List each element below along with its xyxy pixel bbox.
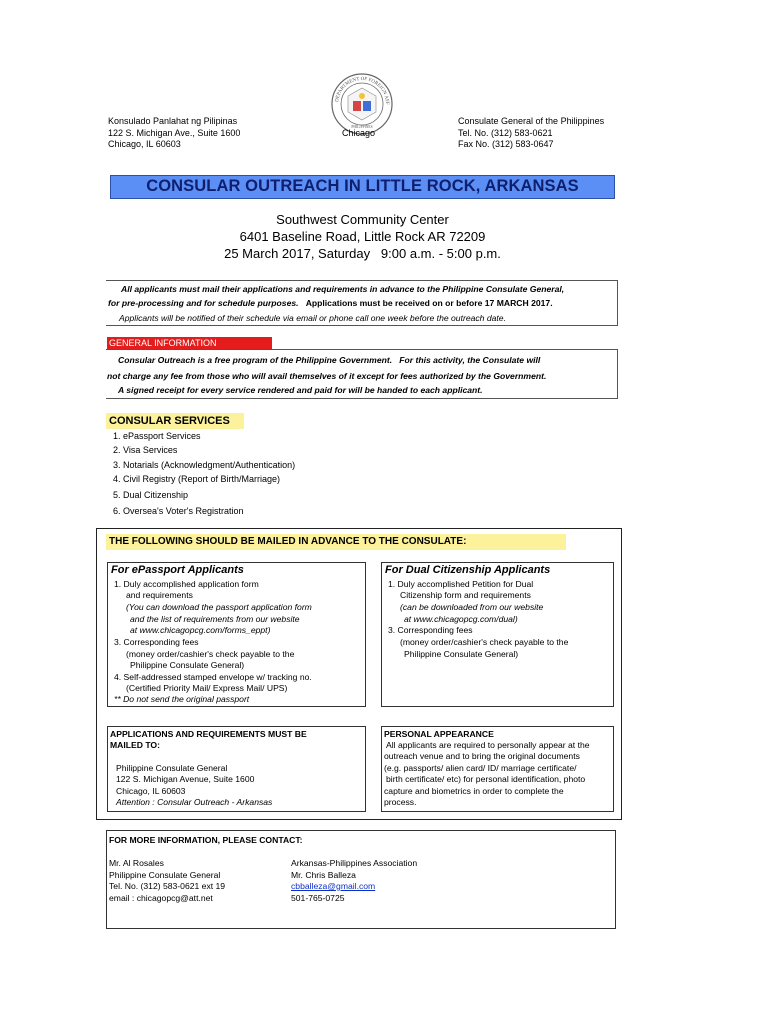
epassport-line: Philippine Consulate General)	[130, 660, 245, 670]
dual-line: Citizenship form and requirements	[400, 590, 531, 600]
general-line: Consular Outreach is a free program of the Philippine Government. For this activity, the Consulate will	[118, 355, 541, 365]
epassport-line: 3. Corresponding fees	[114, 637, 199, 647]
header-left-line: Konsulado Panlahat ng Pilipinas	[108, 116, 238, 126]
svg-text:PHILIPPINES: PHILIPPINES	[351, 125, 373, 129]
dual-heading: For Dual Citizenship Applicants	[385, 564, 551, 576]
contact-left-line: Mr. Al Rosales	[109, 858, 164, 868]
page-title: CONSULAR OUTREACH IN LITTLE ROCK, ARKANSAS	[146, 177, 579, 196]
venue-address: 6401 Baseline Road, Little Rock AR 72209	[239, 229, 486, 244]
general-line: A signed receipt for every service rendered and paid for will be handed to each applicant.	[118, 385, 483, 395]
header-left-line: 122 S. Michigan Ave., Suite 1600	[108, 127, 241, 138]
svg-text:DEPARTMENT OF FOREIGN AFFAIRS: DEPARTMENT OF FOREIGN AFF	[335, 76, 390, 105]
mailing-notice	[106, 280, 618, 326]
epassport-line: and requirements	[126, 590, 193, 600]
header-right-line: Tel. No. (312) 583-0621	[458, 127, 553, 138]
personal-line: outreach venue and to bring the original documents	[384, 751, 580, 761]
notice-line: All applicants must mail their applications and requirements in advance to the Philippine Consulate General,	[121, 284, 565, 294]
title-banner	[110, 175, 615, 199]
contact-info-box	[106, 830, 616, 929]
general-line: not charge any fee from those who will avail themselves of it except for fees authorized by the Government.	[107, 371, 547, 381]
venue-datetime: 25 March 2017, Saturday 9:00 a.m. - 5:00 p.m.	[224, 246, 501, 261]
epassport-line: at www.chicagopcg.com/forms_eppt)	[130, 625, 271, 635]
epassport-requirements-box	[107, 562, 366, 707]
service-item: 2. Visa Services	[113, 445, 178, 455]
epassport-warning: ** Do not send the original passport	[114, 694, 250, 704]
service-item: 5. Dual Citizenship	[113, 490, 189, 500]
personal-line: (e.g. passports/ alien card/ ID/ marriage certificate/	[384, 763, 577, 773]
mailto-heading: APPLICATIONS AND REQUIREMENTS MUST BE	[110, 729, 307, 739]
mailto-attention: Attention : Consular Outreach - Arkansas	[116, 797, 273, 807]
service-item: 3. Notarials (Acknowledgment/Authentication)	[113, 460, 296, 470]
epassport-line: and the list of requirements from our website	[130, 614, 300, 624]
dual-line: 1. Duly accomplished Petition for Dual	[388, 579, 534, 589]
dual-line: (can be downloaded from our website	[400, 602, 544, 612]
header-right-line: Fax No. (312) 583-0647	[458, 139, 554, 149]
general-info-label: GENERAL INFORMATION	[107, 337, 272, 349]
mailto-line: Philippine Consulate General	[116, 763, 228, 773]
mail-to-address-box	[107, 726, 366, 812]
header-city: Chicago	[342, 128, 376, 138]
general-info-box	[106, 349, 618, 399]
service-item: 6. Oversea's Voter's Registration	[113, 506, 244, 516]
notice-line: Applicants will be notified of their schedule via email or phone call one week before the outreach date.	[119, 313, 506, 323]
consulate-contact-english	[458, 116, 658, 151]
personal-appearance-box	[381, 726, 614, 812]
dfa-seal-logo	[330, 72, 394, 136]
personal-line: capture and biometrics in order to complete the	[384, 786, 564, 796]
personal-heading: PERSONAL APPEARANCE	[384, 729, 494, 739]
service-item: 1. ePassport Services	[113, 431, 201, 441]
personal-line: birth certificate/ etc) for personal identification, photo	[386, 774, 586, 784]
consular-services-label: CONSULAR SERVICES	[106, 413, 244, 429]
contact-email-link[interactable]: cbballeza@gmail.com	[291, 881, 376, 891]
service-item: 4. Civil Registry (Report of Birth/Marriage)	[113, 474, 281, 484]
header-right-line: Consulate General of the Philippines	[458, 116, 605, 126]
contact-right-line: Mr. Chris Balleza	[291, 870, 356, 880]
epassport-line: (You can download the passport application form	[126, 602, 312, 612]
consulate-address-tagalog	[108, 116, 328, 151]
venue-block	[110, 211, 615, 262]
mailto-line: Chicago, IL 60603	[116, 786, 186, 796]
contact-right-line: Arkansas-Philippines Association	[291, 858, 418, 868]
epassport-line: (money order/cashier's check payable to the	[126, 649, 295, 659]
mailto-line: 122 S. Michigan Avenue, Suite 1600	[116, 774, 255, 784]
epassport-line: (Certified Priority Mail/ Express Mail/ UPS)	[126, 683, 288, 693]
dual-line: (money order/cashier's check payable to the	[400, 637, 569, 647]
contact-left-email: email : chicagopcg@att.net	[109, 893, 213, 903]
contact-left-line: Tel. No. (312) 583-0621 ext 19	[109, 881, 226, 891]
notice-deadline: Applications must be received on or before 17 MARCH 2017.	[305, 298, 553, 308]
personal-line: process.	[384, 797, 417, 807]
dual-citizenship-requirements-box	[381, 562, 614, 707]
contact-heading: FOR MORE INFORMATION, PLEASE CONTACT:	[109, 835, 303, 845]
dual-line: at www.chicagopcg.com/dual)	[404, 614, 518, 624]
header-left-line: Chicago, IL 60603	[108, 139, 181, 149]
epassport-line: 4. Self-addressed stamped envelope w/ tracking no.	[114, 672, 312, 682]
epassport-line: 1. Duly accomplished application form	[114, 579, 259, 589]
contact-right-phone: 501-765-0725	[291, 893, 345, 903]
personal-line: All applicants are required to personally appear at the	[386, 740, 590, 750]
epassport-heading: For ePassport Applicants	[111, 564, 244, 576]
dual-line: Philippine Consulate General)	[404, 649, 519, 659]
notice-line-2	[108, 298, 553, 310]
venue-name: Southwest Community Center	[276, 212, 449, 227]
mailto-heading: MAILED TO:	[110, 740, 160, 750]
contact-left-line: Philippine Consulate General	[109, 870, 221, 880]
dual-line: 3. Corresponding fees	[388, 625, 473, 635]
notice-purpose: for pre-processing and for schedule purposes.	[108, 298, 299, 308]
mail-requirements-heading: THE FOLLOWING SHOULD BE MAILED IN ADVANCE TO THE CONSULATE:	[106, 534, 566, 550]
